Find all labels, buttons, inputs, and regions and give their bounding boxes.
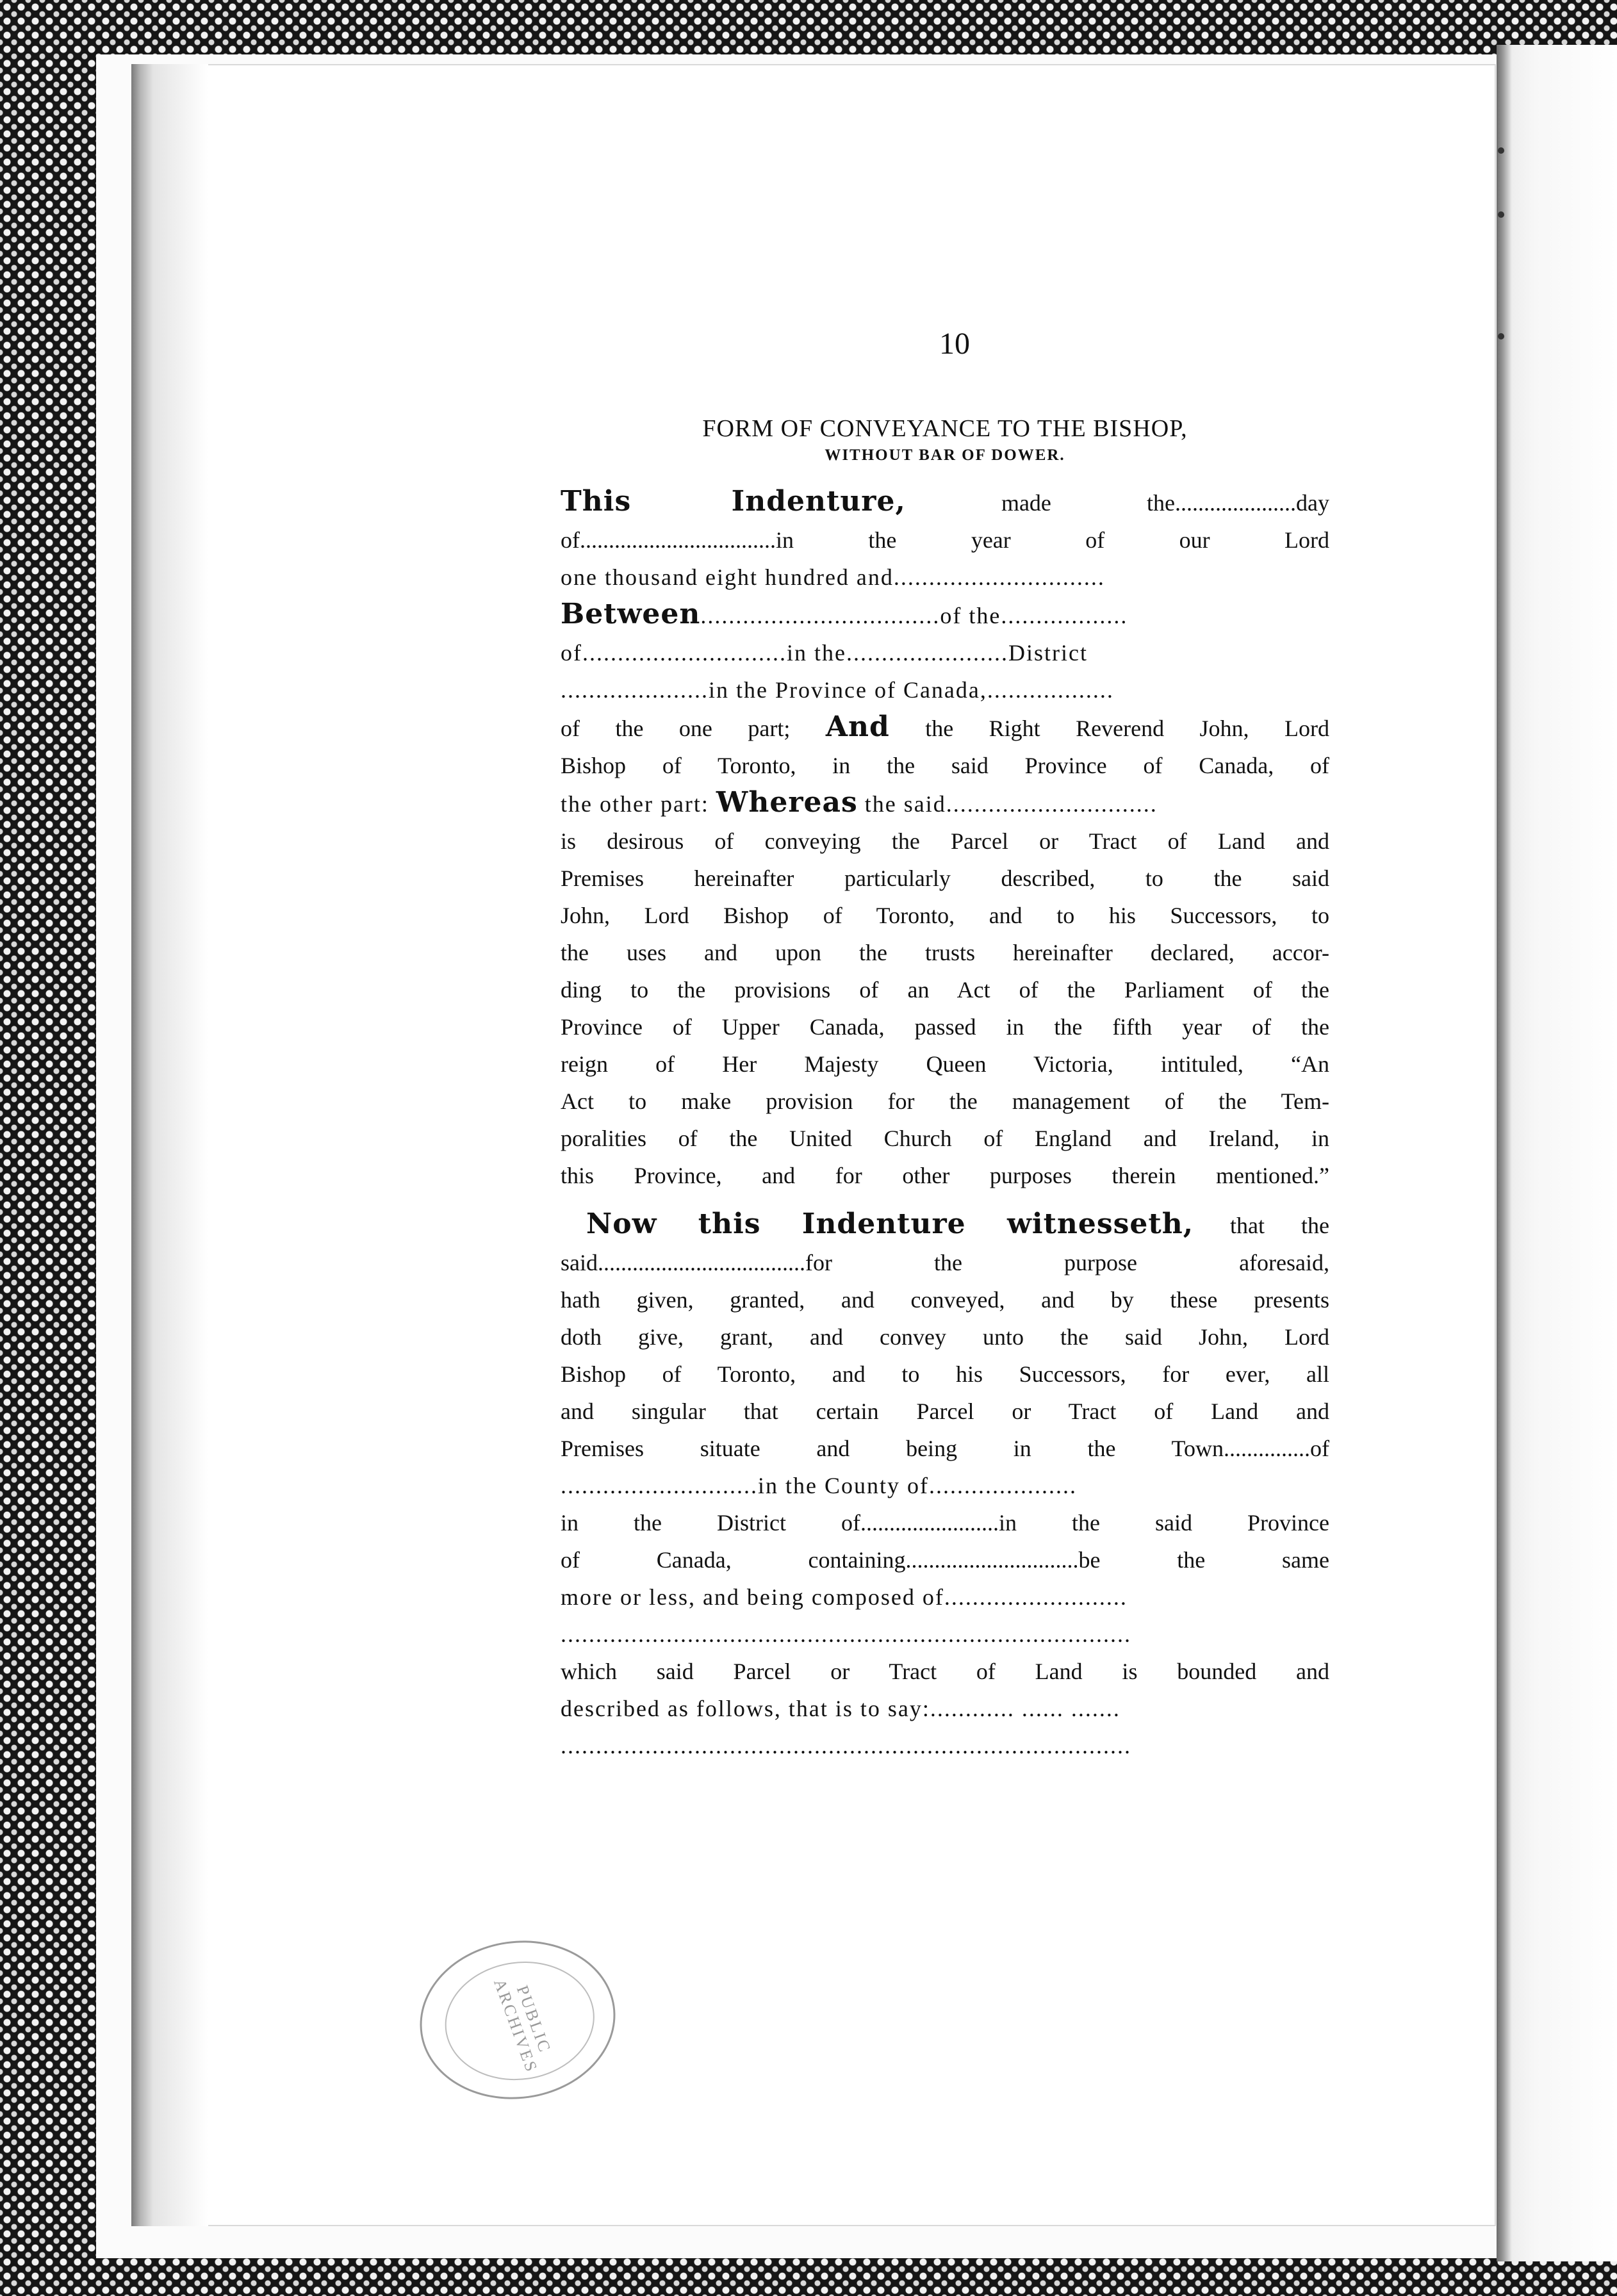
text-line: doth give, grant, and convey unto the said John, Lord bbox=[561, 1324, 1329, 1350]
text-line: and singular that certain Parcel or Tract of Land and bbox=[561, 1398, 1329, 1424]
text-line: Province of Upper Canada, passed in the fifth year of the bbox=[561, 1014, 1329, 1040]
text-line: ............................in the County of..................... bbox=[561, 1473, 1077, 1498]
page-subheading: WITHOUT BAR OF DOWER. bbox=[825, 447, 1065, 464]
text-line: Bishop of Toronto, in the said Province of Canada, of bbox=[561, 753, 1329, 778]
film-speck bbox=[1498, 333, 1504, 340]
blackletter-lead: This Indenture, bbox=[561, 485, 906, 518]
text-line: ................................................................................. bbox=[561, 1733, 1131, 1759]
text-line: ding to the provisions of an Act of the Parliament of the bbox=[561, 977, 1329, 1003]
text-line: ................................................................................. bbox=[561, 1621, 1131, 1647]
text-line: the uses and upon the trusts hereinafter declared, accor- bbox=[561, 940, 1329, 965]
blackletter-lead: Now this Indenture witnesseth, bbox=[586, 1208, 1194, 1240]
text-line: .....................in the Province of Canada,.................. bbox=[561, 677, 1114, 703]
text-line: of.............................in the.......................District bbox=[561, 640, 1088, 666]
page-heading: FORM OF CONVEYANCE TO THE BISHOP, bbox=[702, 415, 1188, 442]
film-speck bbox=[1498, 147, 1504, 154]
text-line: of..................................in the year of our Lord bbox=[561, 527, 1329, 553]
text-line: John, Lord Bishop of Toronto, and to his Successors, to bbox=[561, 903, 1329, 928]
blackletter-lead: And bbox=[825, 710, 890, 743]
text-line: hath given, granted, and conveyed, and by these presents bbox=[561, 1287, 1329, 1313]
text-line: in the District of........................in the said Province bbox=[561, 1510, 1329, 1536]
text-line: Between..................................of the.................. bbox=[561, 598, 1128, 630]
text-line: Now this Indenture witnesseth, that the bbox=[586, 1208, 1329, 1240]
adjacent-page-edge bbox=[1497, 45, 1617, 2261]
text-line: Act to make provision for the management of the Tem- bbox=[561, 1088, 1329, 1114]
blackletter-lead: Whereas bbox=[716, 786, 858, 819]
text-line: Premises hereinafter particularly described, to the said bbox=[561, 865, 1329, 891]
film-speck bbox=[1498, 211, 1504, 218]
text-line: Premises situate and being in the Town...............of bbox=[561, 1436, 1329, 1461]
text-line: reign of Her Majesty Queen Victoria, intituled, “An bbox=[561, 1051, 1329, 1077]
text-line: Bishop of Toronto, and to his Successors, for ever, all bbox=[561, 1361, 1329, 1387]
blackletter-lead: Between bbox=[561, 598, 701, 630]
witnesseth-paragraph bbox=[561, 1206, 1329, 1764]
text-line: is desirous of conveying the Parcel or Tract of Land and bbox=[561, 828, 1329, 854]
text-line: the other part: Whereas the said.............................. bbox=[561, 786, 1158, 819]
page-text bbox=[561, 320, 1329, 1764]
text-line: more or less, and being composed of.......................... bbox=[561, 1584, 1128, 1610]
text-line: poralities of the United Church of England and Ireland, in bbox=[561, 1126, 1329, 1151]
text-line: which said Parcel or Tract of Land is bounded and bbox=[561, 1659, 1329, 1684]
text-line: said....................................for the purpose aforesaid, bbox=[561, 1250, 1329, 1275]
page-number: 10 bbox=[939, 327, 970, 361]
text-line: of the one part; And the Right Reverend John, Lord bbox=[561, 710, 1329, 743]
text-line: of Canada, containing..............................be the same bbox=[561, 1547, 1329, 1573]
page-binding-shadow bbox=[131, 64, 208, 2226]
text-line: this Province, and for other purposes therein mentioned.” bbox=[561, 1163, 1329, 1188]
archive-stamp-text: PUBLIC ARCHIVES bbox=[490, 1976, 555, 2076]
text-line: described as follows, that is to say:............ ...... ....... bbox=[561, 1696, 1120, 1721]
text-line: one thousand eight hundred and.............................. bbox=[561, 564, 1105, 590]
indenture-paragraph bbox=[561, 483, 1329, 1194]
text-line: This Indenture, made the.....................day bbox=[561, 485, 1330, 518]
